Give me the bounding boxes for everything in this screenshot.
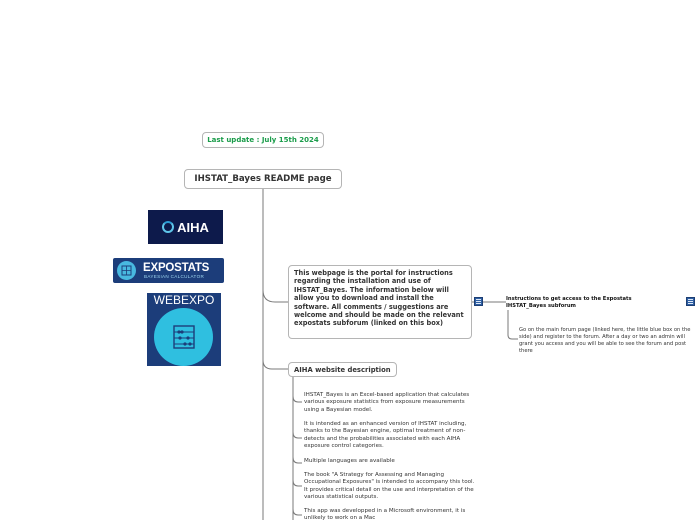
abacus-icon	[154, 308, 213, 366]
note-icon[interactable]	[474, 297, 483, 306]
expostats-logo-subtitle: BAYESIAN CALCULATOR	[144, 274, 205, 279]
aiha-description-topic[interactable]: AIHA website description	[288, 362, 397, 377]
last-update-label: Last update : July 15th 2024	[202, 132, 324, 148]
aiha-logo	[148, 210, 223, 244]
aiha-description-item: IHSTAT_Bayes is an Excel-based application that calculates various exposure statistics from exposure measurements using a Bayesian model.	[304, 392, 470, 413]
access-instructions-text: Go on the main forum page (linked here, the little blue box on the side) and register to the forum. After a day or two an admin will grant you access and you will be able to see the forum and post there	[519, 327, 691, 354]
aiha-ring-icon	[162, 221, 174, 233]
expostats-logo-name: EXPOSTATS	[143, 262, 210, 274]
webexpo-logo-name: WEBEXPO	[153, 293, 215, 307]
portal-topic[interactable]	[288, 265, 472, 339]
webexpo-logo	[147, 293, 221, 366]
portal-topic-text: This webpage is the portal for instructions regarding the installation and use of IHSTAT_Bayes. The information below will allow you to download and install the software. All comments / suggestions are welcome and should be made on the relevant expostats subforum (linked on this box)	[294, 269, 464, 328]
root-topic[interactable]: IHSTAT_Bayes README page	[184, 169, 342, 189]
forum-link-note-icon[interactable]	[686, 297, 695, 306]
aiha-description-item: Multiple languages are available	[304, 458, 395, 464]
calculator-icon	[117, 261, 136, 280]
aiha-description-item: It is intended as an enhanced version of IHSTAT including, thanks to the Bayesian engine, optimal treatment of non-detects and the probabilities associated with each AIHA exposure control categories.	[304, 421, 467, 449]
aiha-description-item: The book "A Strategy for Assessing and Managing Occupational Exposures" is intended to accompany this tool. It provides critical detail on the use and interpretation of the various statistical outputs.	[304, 472, 475, 500]
aiha-logo-text: AIHA	[177, 219, 209, 235]
aiha-description-item: This app was developped in a Microsoft environment, it is unlikely to work on a Mac	[304, 508, 466, 522]
access-instructions-title[interactable]: Instructions to get access to the Expostats IHSTAT_Bayes subforum	[506, 296, 632, 309]
expostats-logo	[113, 258, 224, 283]
